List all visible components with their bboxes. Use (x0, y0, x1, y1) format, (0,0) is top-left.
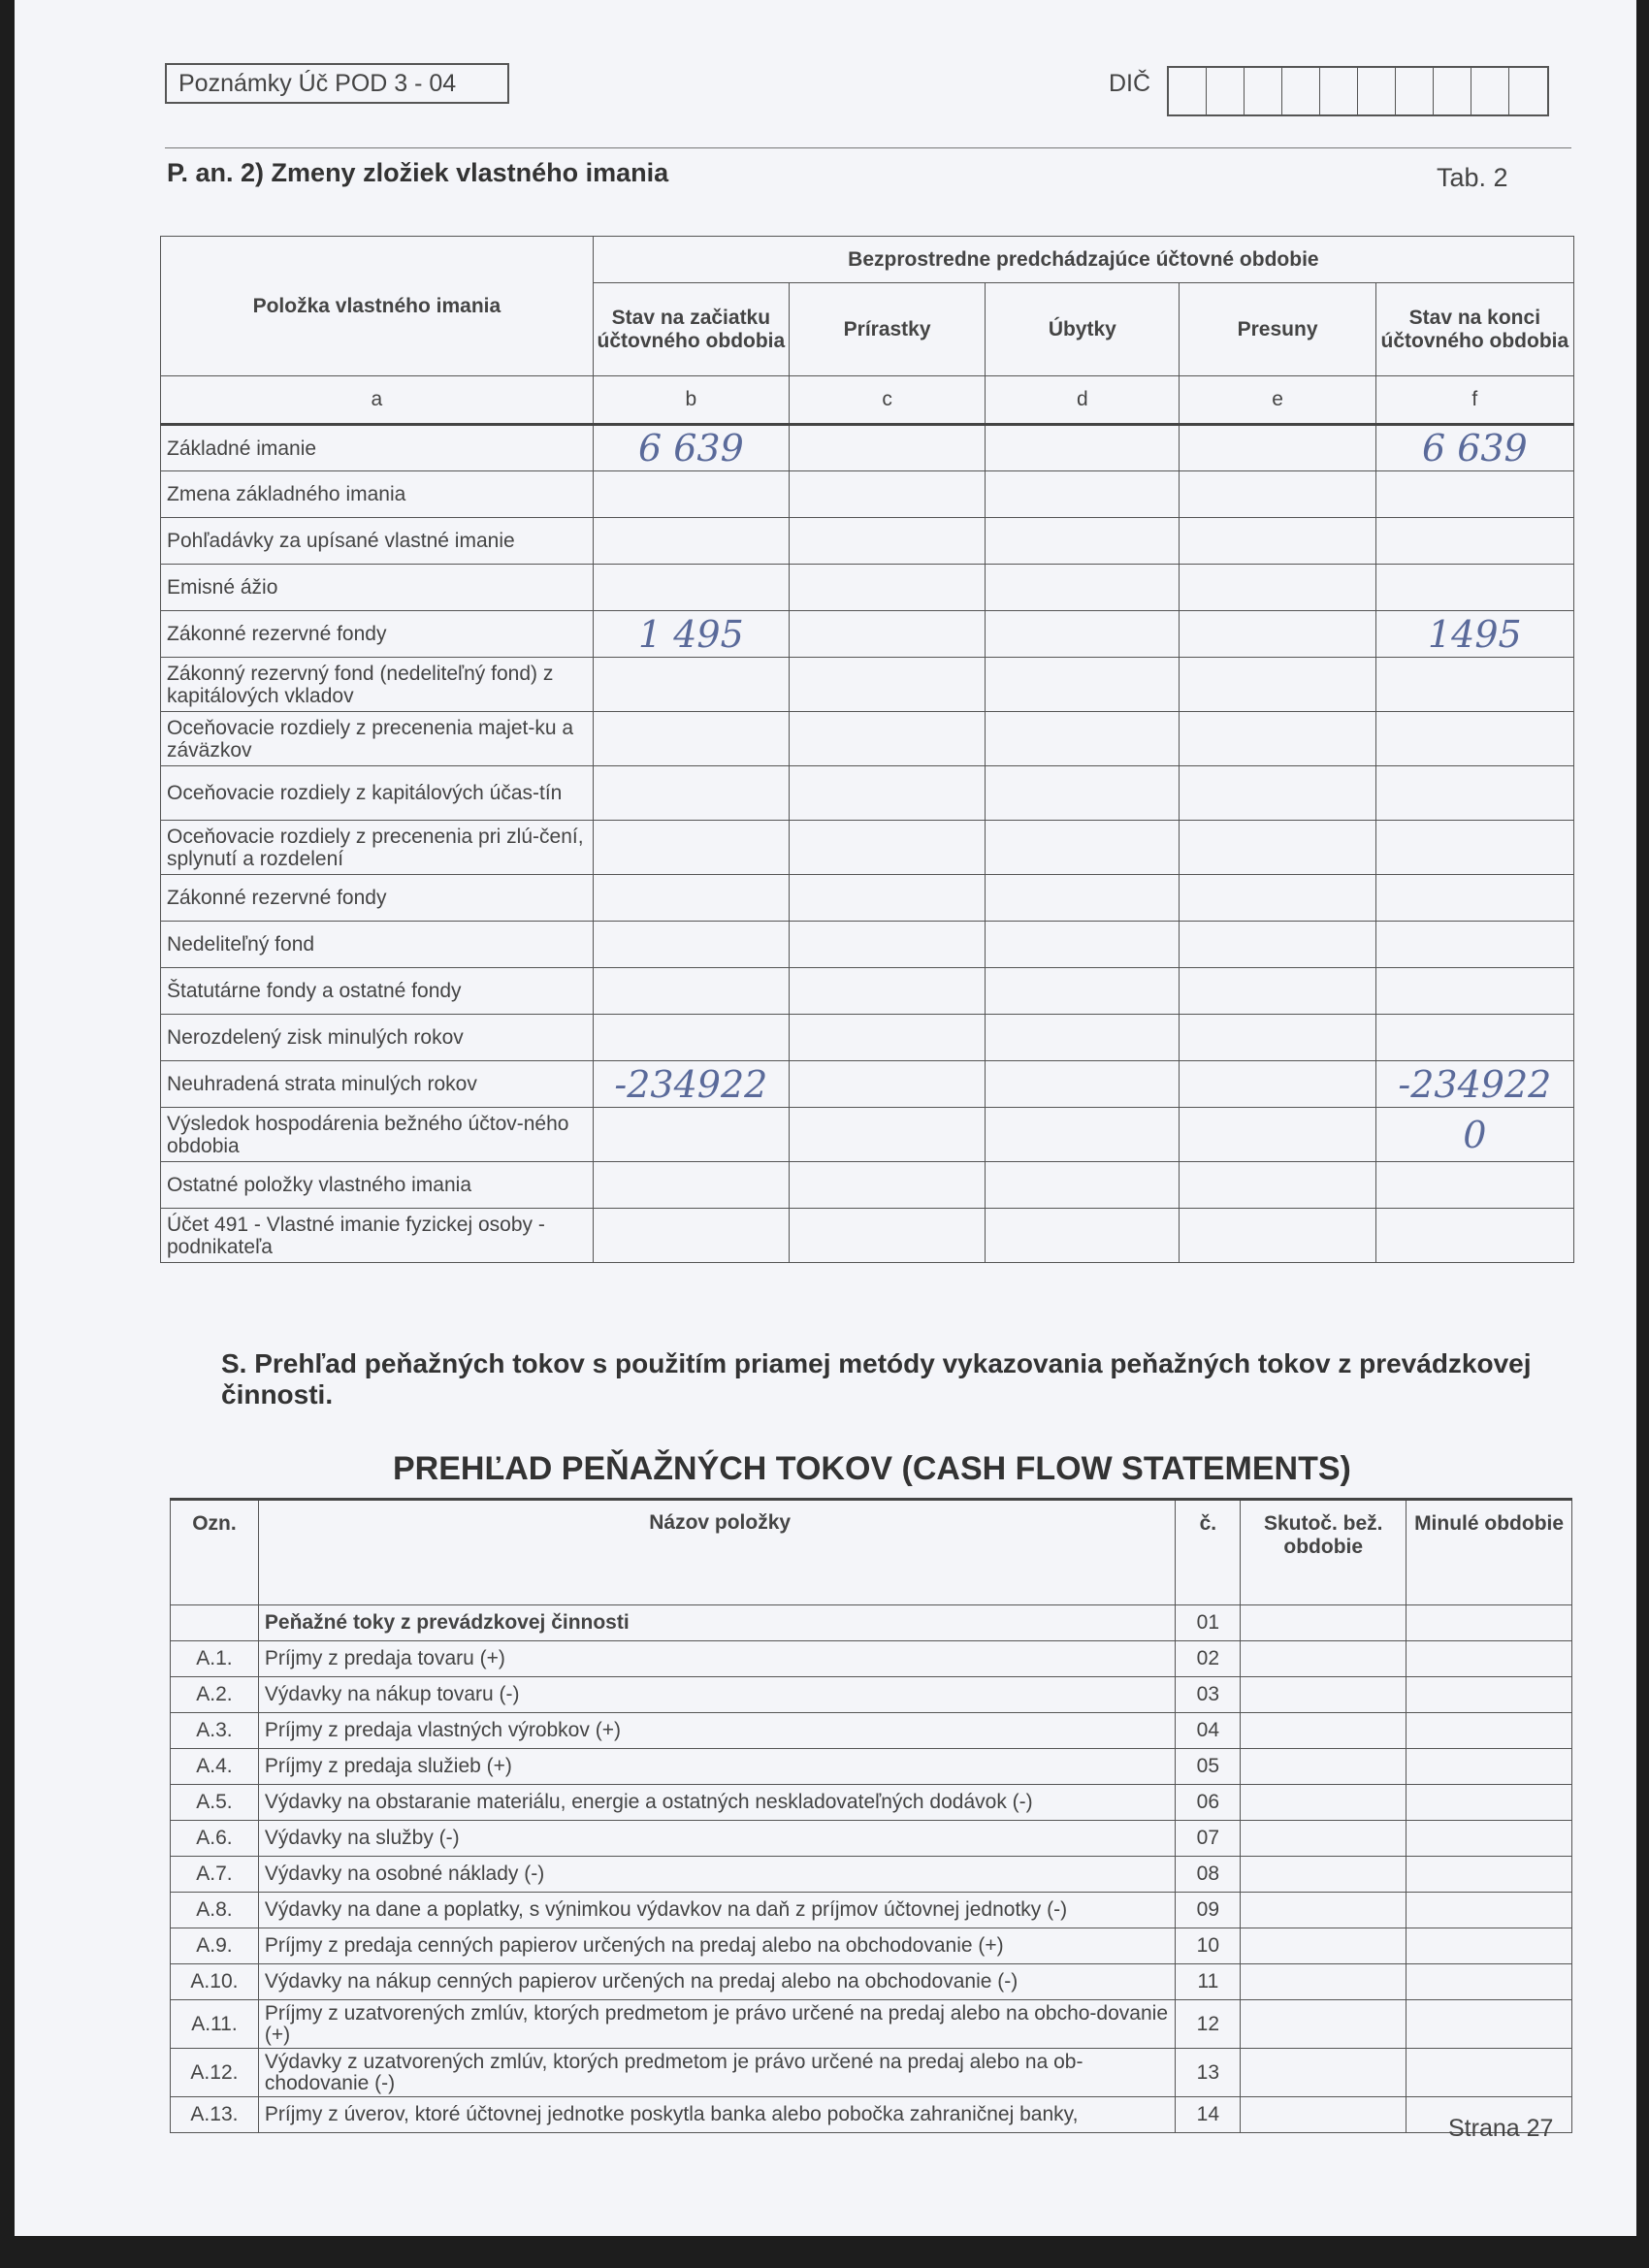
row-num: 01 (1176, 1605, 1241, 1641)
row-name: Príjmy z predaja vlastných výrobkov (+) (258, 1713, 1176, 1749)
document-page (15, 0, 1636, 2236)
table-row (161, 1015, 1574, 1061)
row-ozn: A.11. (171, 2000, 259, 2049)
row-name: Príjmy z predaja tovaru (+) (258, 1641, 1176, 1677)
col-decrease-header: Úbytky (986, 283, 1180, 376)
row-label: Štatutárne fondy a ostatné fondy (161, 968, 594, 1015)
col-num-header: č. (1176, 1500, 1241, 1605)
row-ozn: A.6. (171, 1821, 259, 1857)
row-name: Výdavky na dane a poplatky, s výnimkou výdavkov na daň z príjmov účtovnej jednotky (-) (258, 1893, 1176, 1928)
dic-label: DIČ (1109, 70, 1151, 97)
table-row (161, 565, 1574, 611)
row-ozn: A.7. (171, 1857, 259, 1893)
row-label: Nerozdelený zisk minulých rokov (161, 1015, 594, 1061)
row-name: Výdavky na nákup cenných papierov určených na predaj alebo na obchodovanie (-) (258, 1964, 1176, 2000)
row-label: Účet 491 - Vlastné imanie fyzickej osoby - podnikateľa (161, 1209, 594, 1263)
table-row (161, 1209, 1574, 1263)
row-label: Oceňovacie rozdiely z kapitálových účas-tín (161, 766, 594, 821)
table-row (161, 518, 1574, 565)
table-row (171, 1821, 1572, 1857)
row-label: Neuhradená strata minulých rokov (161, 1061, 594, 1108)
row-num: 13 (1176, 2049, 1241, 2097)
table-row (171, 1713, 1572, 1749)
col-item-header: Položka vlastného imania (161, 237, 594, 376)
row-name: Výdavky na obstaranie materiálu, energie a ostatných neskladovateľných dodávok (-) (258, 1785, 1176, 1821)
table-row (171, 1605, 1572, 1641)
letter-e: e (1180, 376, 1375, 425)
row-label: Emisné ážio (161, 565, 594, 611)
row-num: 07 (1176, 1821, 1241, 1857)
start-value: 1 495 (593, 611, 789, 658)
table-row (161, 968, 1574, 1015)
letter-f: f (1375, 376, 1573, 425)
table-row (171, 1928, 1572, 1964)
table-row (171, 2000, 1572, 2049)
table-row (161, 712, 1574, 766)
letter-a: a (161, 376, 594, 425)
letter-c: c (789, 376, 985, 425)
row-label: Zákonný rezervný fond (nedeliteľný fond) z kapitálových vkladov (161, 658, 594, 712)
start-value: 6 639 (593, 425, 789, 471)
col-name-header: Názov položky (258, 1500, 1176, 1605)
start-value: -234922 (593, 1061, 789, 1108)
row-num: 06 (1176, 1785, 1241, 1821)
table-row (161, 766, 1574, 821)
row-num: 04 (1176, 1713, 1241, 1749)
row-ozn: A.3. (171, 1713, 259, 1749)
table-row (161, 1108, 1574, 1162)
row-label: Ostatné položky vlastného imania (161, 1162, 594, 1209)
row-num: 05 (1176, 1749, 1241, 1785)
cashflow-table-title: PREHĽAD PEŇAŽNÝCH TOKOV (CASH FLOW STATEMENTS) (393, 1450, 1351, 1487)
row-name: Výdavky na služby (-) (258, 1821, 1176, 1857)
table-row (171, 1964, 1572, 2000)
letter-d: d (986, 376, 1180, 425)
table-row (171, 1857, 1572, 1893)
row-num: 10 (1176, 1928, 1241, 1964)
table-row (161, 1061, 1574, 1108)
table-row (161, 471, 1574, 518)
row-num: 14 (1176, 2097, 1241, 2133)
row-num: 09 (1176, 1893, 1241, 1928)
row-ozn: A.10. (171, 1964, 259, 2000)
row-name: Peňažné toky z prevádzkovej činnosti (258, 1605, 1176, 1641)
row-label: Oceňovacie rozdiely z precenenia pri zlú-čení, splynutí a rozdelení (161, 821, 594, 875)
group-header: Bezprostredne predchádzajúce účtovné obdobie (593, 237, 1573, 283)
row-label: Základné imanie (161, 425, 594, 471)
table-row (161, 922, 1574, 968)
row-ozn: A.2. (171, 1677, 259, 1713)
equity-changes-table (160, 236, 1574, 1263)
end-value: 0 (1375, 1108, 1573, 1162)
col-start-header: Stav na začiatku účtovného obdobia (593, 283, 789, 376)
table-row (171, 1677, 1572, 1713)
row-num: 11 (1176, 1964, 1241, 2000)
form-label: Poznámky Úč POD 3 - 04 (165, 63, 509, 104)
table-row (171, 1893, 1572, 1928)
table-row (171, 2049, 1572, 2097)
table-row (161, 1162, 1574, 1209)
table-row (171, 2097, 1572, 2133)
row-label: Nedeliteľný fond (161, 922, 594, 968)
row-name: Výdavky z uzatvorených zmlúv, ktorých predmetom je právo určené na predaj alebo na ob-chodovanie (-) (258, 2049, 1176, 2097)
row-label: Zákonné rezervné fondy (161, 611, 594, 658)
section-s-title: S. Prehľad peňažných tokov s použitím priamej metódy vykazovania peňažných tokov z prevádzkovej činnosti. (221, 1348, 1532, 1409)
table-row (161, 611, 1574, 658)
table-row (171, 1785, 1572, 1821)
row-num: 12 (1176, 2000, 1241, 2049)
page-number: Strana 27 (1448, 2115, 1554, 2142)
row-num: 02 (1176, 1641, 1241, 1677)
row-label: Pohľadávky za upísané vlastné imanie (161, 518, 594, 565)
row-name: Príjmy z predaja služieb (+) (258, 1749, 1176, 1785)
table-row (161, 425, 1574, 471)
letter-b: b (593, 376, 789, 425)
row-name: Výdavky na nákup tovaru (-) (258, 1677, 1176, 1713)
col-previous-header: Minulé obdobie (1406, 1500, 1572, 1605)
row-name: Príjmy z predaja cenných papierov určených na predaj alebo na obchodovanie (+) (258, 1928, 1176, 1964)
table-row (161, 875, 1574, 922)
col-current-header: Skutoč. bež. obdobie (1241, 1500, 1406, 1605)
header-divider (165, 147, 1571, 148)
row-ozn (171, 1605, 259, 1641)
end-value: 1495 (1375, 611, 1573, 658)
table-row (161, 821, 1574, 875)
row-label: Zákonné rezervné fondy (161, 875, 594, 922)
table-row (171, 1641, 1572, 1677)
row-ozn: A.8. (171, 1893, 259, 1928)
dic-input-boxes (1167, 66, 1549, 116)
table-row (161, 658, 1574, 712)
end-value: 6 639 (1375, 425, 1573, 471)
row-ozn: A.4. (171, 1749, 259, 1785)
row-ozn: A.13. (171, 2097, 259, 2133)
row-name: Príjmy z úverov, ktoré účtovnej jednotke poskytla banka alebo pobočka zahraničnej banky, (258, 2097, 1176, 2133)
row-ozn: A.12. (171, 2049, 259, 2097)
row-ozn: A.1. (171, 1641, 259, 1677)
row-label: Zmena základného imania (161, 471, 594, 518)
section-p-title: P. an. 2) Zmeny zložiek vlastného imania (167, 158, 669, 187)
row-label: Oceňovacie rozdiely z precenenia majet-ku a záväzkov (161, 712, 594, 766)
row-ozn: A.5. (171, 1785, 259, 1821)
cashflow-table (170, 1498, 1572, 2133)
end-value: -234922 (1375, 1061, 1573, 1108)
row-num: 08 (1176, 1857, 1241, 1893)
col-increase-header: Prírastky (789, 283, 985, 376)
col-ozn-header: Ozn. (171, 1500, 259, 1605)
row-name: Výdavky na osobné náklady (-) (258, 1857, 1176, 1893)
row-label: Výsledok hospodárenia bežného účtov-ného obdobia (161, 1108, 594, 1162)
tab-label: Tab. 2 (1437, 163, 1508, 192)
col-end-header: Stav na konci účtovného obdobia (1375, 283, 1573, 376)
row-num: 03 (1176, 1677, 1241, 1713)
row-name: Príjmy z uzatvorených zmlúv, ktorých predmetom je právo určené na predaj alebo na obcho-dovanie (+) (258, 2000, 1176, 2049)
row-ozn: A.9. (171, 1928, 259, 1964)
table-row (171, 1749, 1572, 1785)
col-transfers-header: Presuny (1180, 283, 1375, 376)
